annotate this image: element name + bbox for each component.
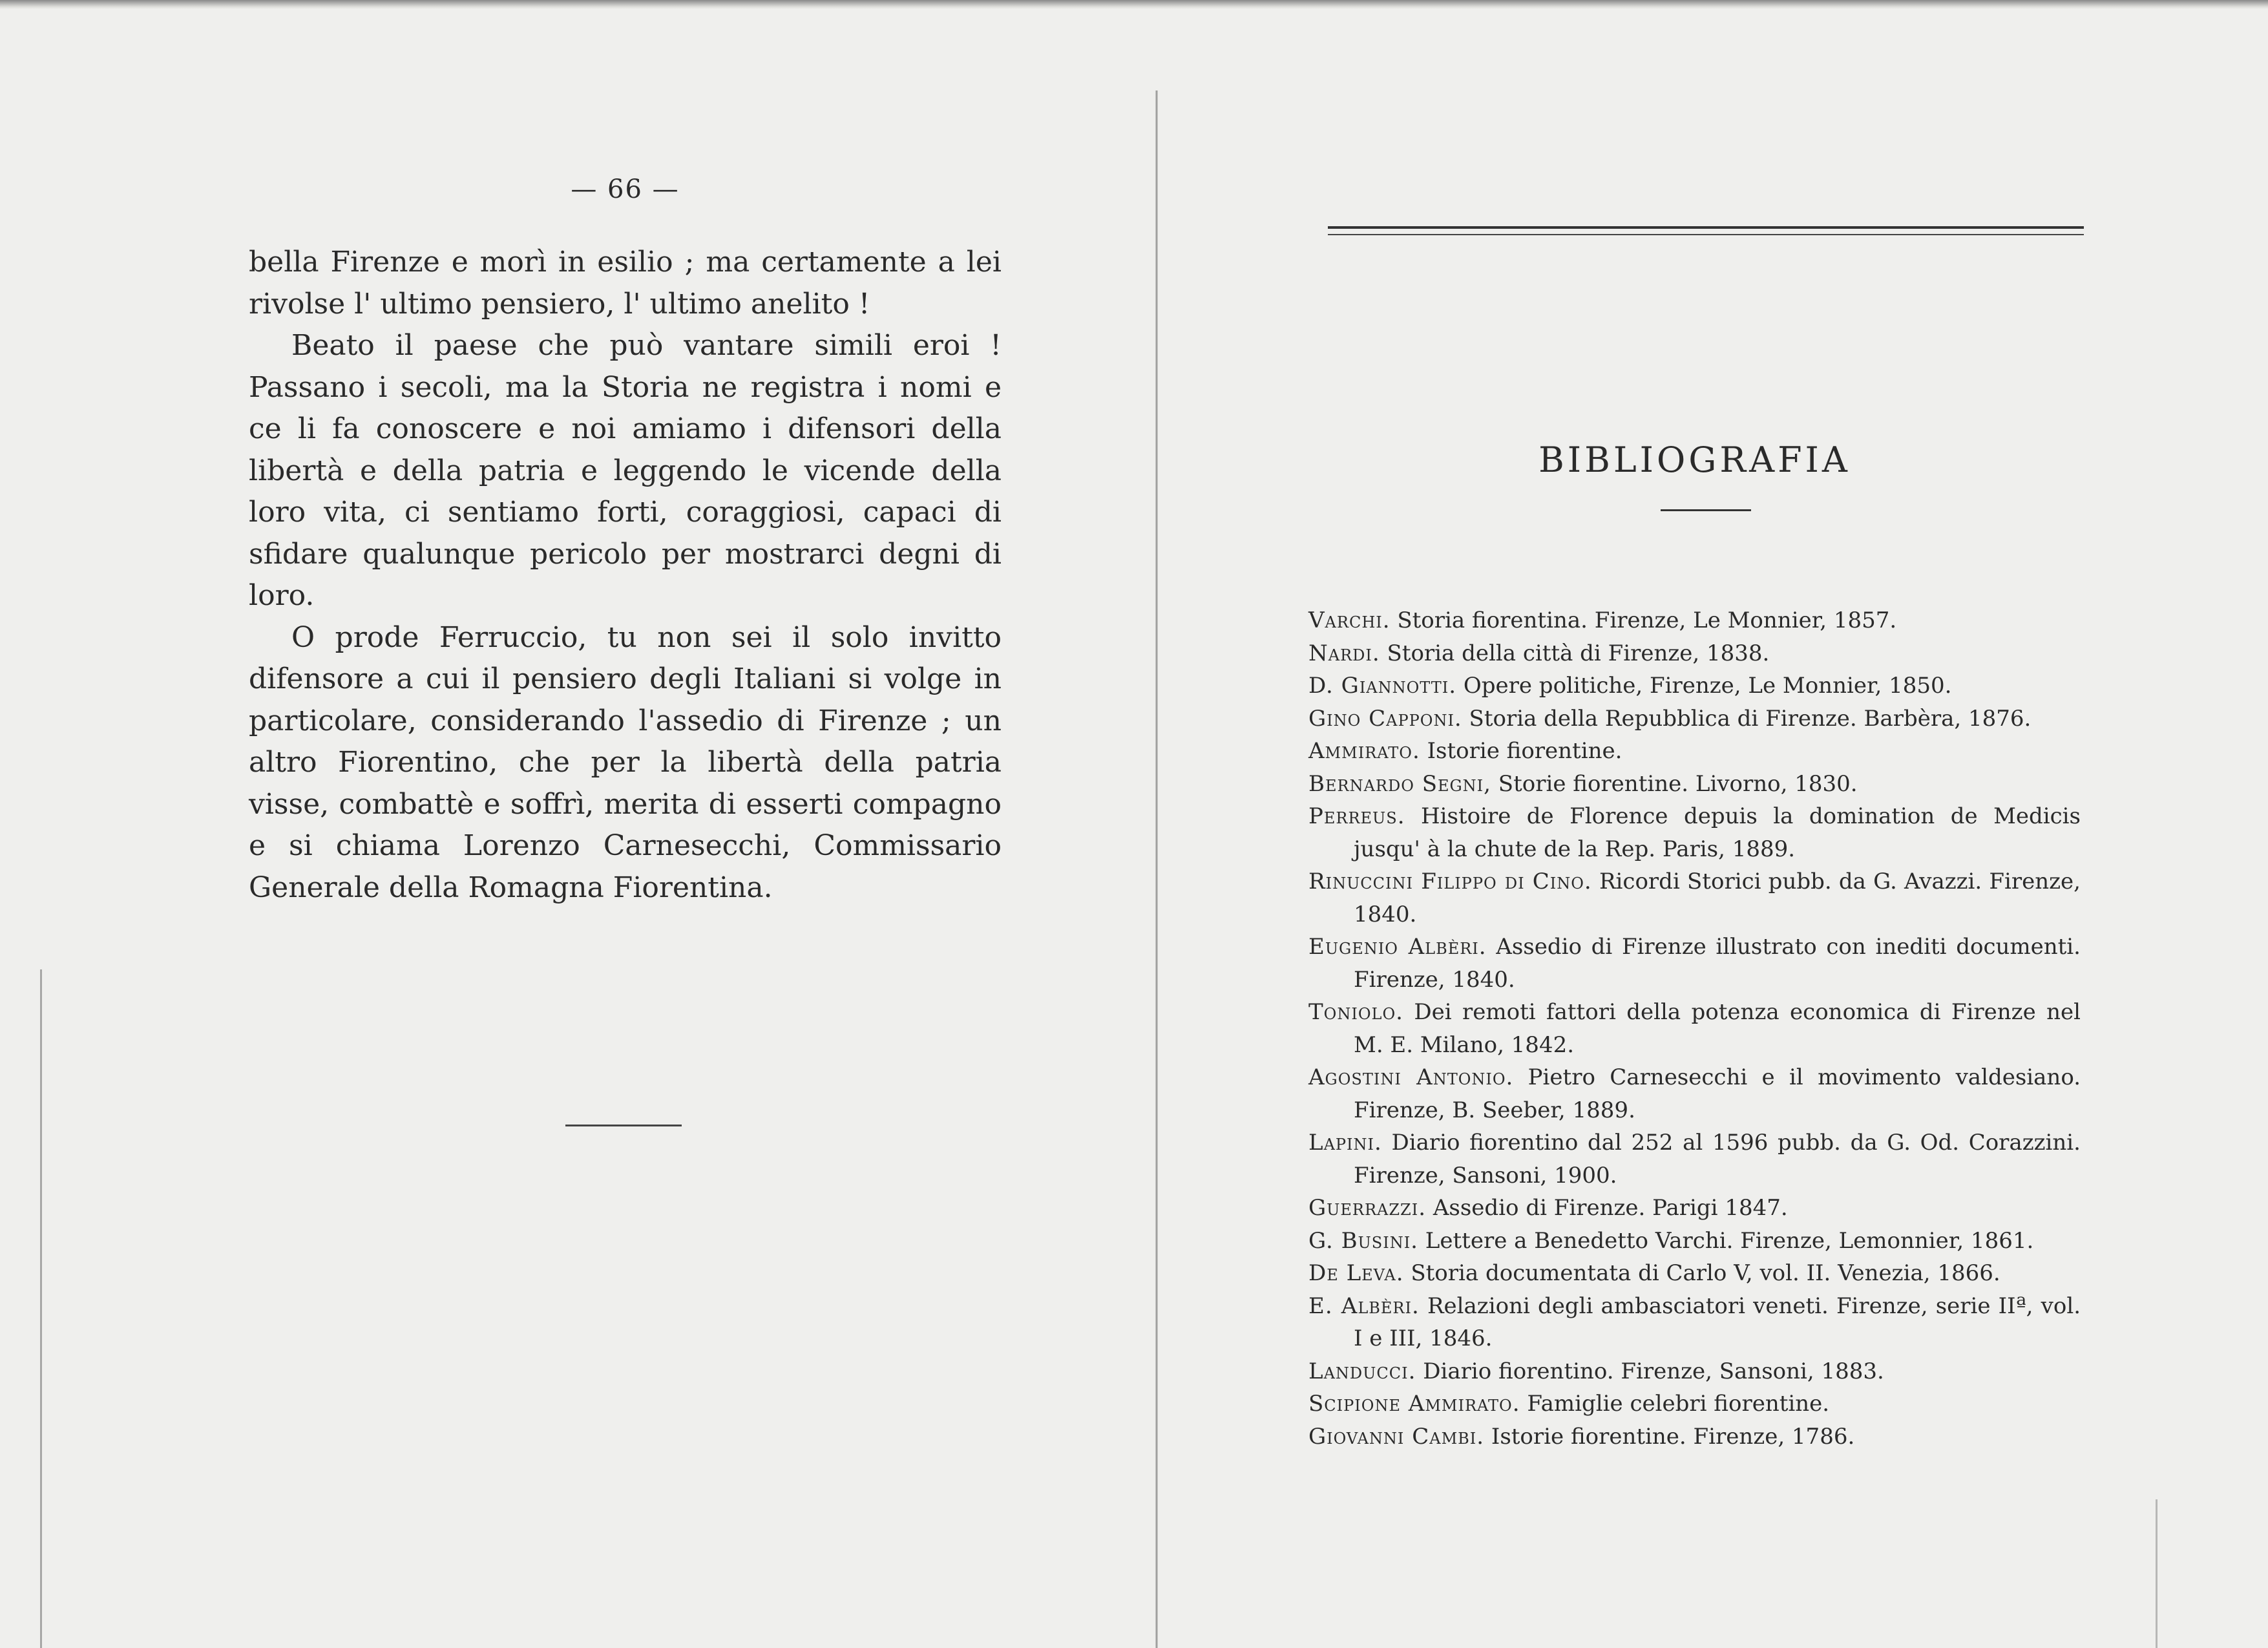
entry-details: Storie fiorentine. Livorno, 1830.	[1491, 770, 1858, 797]
bibliography-entry	[1308, 931, 2081, 996]
entry-author: D. Giannotti.	[1308, 673, 1457, 699]
bibliography-list	[1308, 604, 2081, 1453]
entry-author: Nardi.	[1308, 640, 1380, 666]
entry-author: Toniolo.	[1308, 999, 1403, 1025]
bibliography-entry	[1308, 1126, 2081, 1192]
paragraph: bella Firenze e morì in esilio ; ma certamente a lei rivolse l' ultimo pensiero, l' ultimo anelito !	[249, 246, 1002, 321]
entry-author: G. Busini.	[1308, 1227, 1418, 1254]
entry-details: Opere politiche, Firenze, Le Monnier, 1850.	[1456, 673, 1952, 699]
bibliography-entry	[1308, 996, 2081, 1061]
bibliography-entry	[1308, 670, 2081, 703]
entry-details: Diario fiorentino. Firenze, Sansoni, 1883.	[1416, 1358, 1884, 1384]
bibliography-entry	[1308, 735, 2081, 768]
entry-author: Eugenio Albèri.	[1308, 934, 1487, 960]
entry-author: Giovanni Cambi.	[1308, 1423, 1485, 1450]
book-gutter	[1155, 90, 1158, 1648]
entry-author: Gino Capponi.	[1308, 705, 1462, 732]
entry-details: Histoire de Florence depuis la domination de Medicis jusqu' à la chute de la Rep. Paris, 1889.	[1354, 803, 2081, 862]
scan-top-edge	[0, 0, 2268, 9]
entry-author: Bernardo Segni,	[1308, 770, 1491, 797]
entry-author: Perreus.	[1308, 803, 1405, 829]
right-page-edge	[2156, 1499, 2158, 1648]
bibliography-entry	[1308, 1355, 2081, 1388]
entry-details: Lettere a Benedetto Varchi. Firenze, Lemonnier, 1861.	[1418, 1227, 2034, 1254]
entry-details: Storia della Repubblica di Firenze. Barbèra, 1876.	[1462, 705, 2032, 732]
entry-details: Pietro Carnesecchi e il movimento valdesiano. Firenze, B. Seeber, 1889.	[1354, 1064, 2081, 1123]
bibliography-entry	[1308, 1388, 2081, 1421]
bibliography-entry	[1308, 768, 2081, 801]
entry-details: Relazioni degli ambasciatori veneti. Firenze, serie IIª, vol. I e III, 1846.	[1354, 1293, 2081, 1351]
entry-author: Landucci.	[1308, 1358, 1416, 1384]
page-number: — 66 —	[571, 174, 680, 204]
left-page	[249, 174, 1002, 909]
entry-author: Ammirato.	[1308, 738, 1420, 764]
entry-author: Guerrazzi.	[1308, 1195, 1427, 1221]
bibliography-entry	[1308, 1225, 2081, 1258]
entry-author: Scipione Ammirato.	[1308, 1391, 1520, 1417]
entry-details: Famiglie celebri fiorentine.	[1520, 1391, 1830, 1417]
bibliography-entry	[1308, 604, 2081, 637]
entry-author: E. Albèri.	[1308, 1293, 1420, 1319]
bibliography-entry	[1308, 1257, 2081, 1290]
entry-author: Lapini.	[1308, 1130, 1382, 1156]
entry-author: Varchi.	[1308, 607, 1391, 633]
entry-details: Istorie fiorentine.	[1420, 738, 1622, 764]
entry-details: Storia della città di Firenze, 1838.	[1380, 640, 1770, 666]
paragraph: O prode Ferruccio, tu non sei il solo invitto difensore a cui il pensiero degli Italiani si volge in particolare, considerando l'assedio di Firenze ; un altro Fiorentino, che per la libertà della patria visse, combattè e soffrì, merita di esserti compagno e si chiama Lorenzo Carnesecchi, Commissario Generale della Romagna Fiorentina.	[249, 620, 1002, 904]
entry-details: Storia fiorentina. Firenze, Le Monnier, 1857.	[1390, 607, 1897, 633]
section-end-rule	[565, 1125, 682, 1126]
bibliography-entry	[1308, 637, 2081, 670]
entry-details: Diario fiorentino dal 252 al 1596 pubb. da G. Od. Corazzini. Firenze, Sansoni, 1900.	[1354, 1130, 2081, 1188]
entry-details: Storia documentata di Carlo V, vol. II. Venezia, 1866.	[1403, 1260, 2000, 1286]
entry-details: Ricordi Storici pubb. da G. Avazzi. Firenze, 1840.	[1354, 869, 2081, 927]
bibliography-entry	[1308, 1192, 2081, 1225]
entry-details: Assedio di Firenze. Parigi 1847.	[1426, 1195, 1788, 1221]
entry-details: Assedio di Firenze illustrato con inediti documenti. Firenze, 1840.	[1354, 934, 2081, 993]
paragraph: Beato il paese che può vantare simili eroi ! Passano i secoli, ma la Storia ne registra i nomi e ce li fa conoscere e noi amiamo i difensori della libertà e della patria e leggendo le vicende della loro vita, ci sentiamo forti, coraggiosi, capaci di sfidare qualunque pericolo per mostrarci degni di loro.	[249, 329, 1002, 612]
bibliography-entry	[1308, 865, 2081, 931]
bibliography-entry	[1308, 1421, 2081, 1453]
bibliography-entry	[1308, 703, 2081, 735]
bibliography-title: BIBLIOGRAFIA	[1538, 439, 1851, 480]
bibliography-entry	[1308, 1290, 2081, 1355]
entry-author: De Leva.	[1308, 1260, 1404, 1286]
left-page-edge	[40, 969, 42, 1648]
entry-author: Rinuccini Filippo di Cino.	[1308, 869, 1592, 894]
title-underline	[1661, 509, 1751, 511]
header-double-rule	[1328, 226, 2084, 235]
entry-author: Agostini Antonio.	[1308, 1064, 1514, 1090]
left-page-text	[249, 242, 1002, 909]
entry-details: Istorie fiorentine. Firenze, 1786.	[1484, 1423, 1855, 1450]
entry-details: Dei remoti fattori della potenza economica di Firenze nel M. E. Milano, 1842.	[1354, 999, 2081, 1058]
bibliography-entry	[1308, 1061, 2081, 1126]
bibliography-entry	[1308, 800, 2081, 865]
